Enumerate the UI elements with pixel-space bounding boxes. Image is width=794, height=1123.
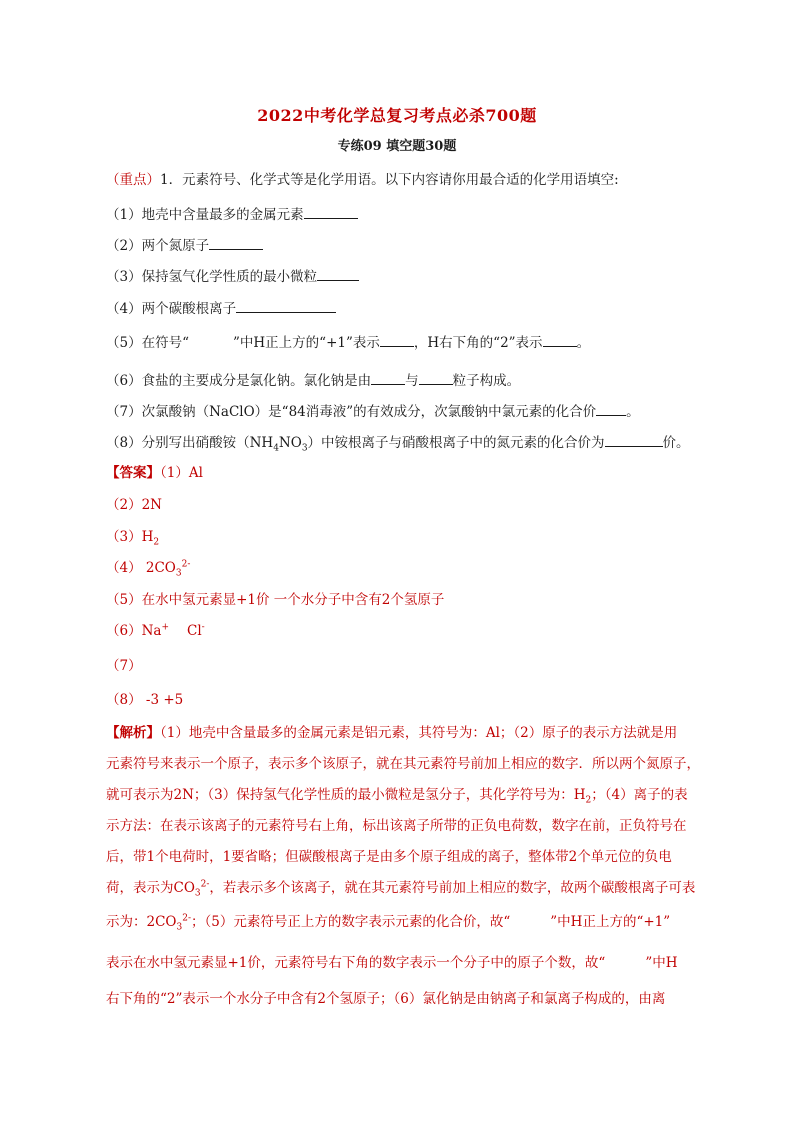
question-item-6: （6）食盐的主要成分是氯化钠。氯化钠是由 与 粒子构成。 (106, 370, 520, 390)
answer-blank (419, 370, 453, 385)
analysis-line-8: 表示在水中氢元素显+1价，元素符号右下角的数字表示一个分子中的原子个数，故“ ”中H (106, 955, 678, 971)
question-text: 1．元素符号、化学式等是化学用语。以下内容请你用最合适的化学用语填空: (160, 172, 619, 188)
answer-blank (380, 332, 414, 347)
answer-blank (317, 266, 359, 281)
question-item-3: （3）保持氢气化学性质的最小微粒 (106, 266, 359, 286)
analysis-line-2: 元素符号来表示一个原子，表示多个该原子，就在其元素符号前加上相应的数字．所以两个氮原子， (106, 756, 700, 772)
page-subtitle: 专练09 填空题30题 (337, 139, 457, 154)
question-stem (106, 171, 619, 189)
question-item-8: （8）分别写出硝酸铵$(NH_4NO_3)$中铵根离子与硝酸根离子中的氮元素的化合价为 价。 (106, 432, 690, 452)
analysis-line-5: 后，带1个电荷时，1要省略；但碳酸根离子是由多个原子组成的离子，整体带2个单元位的负电 (106, 849, 672, 865)
answer-blank (236, 298, 336, 313)
analysis-line-3: 就可表示为2N；（3）保持氢气化学性质的最小微粒是氢分子，其化学符号为：$H_2$；（4）离子的表 (106, 787, 688, 806)
page-title: 2022中考化学总复习考点必杀700题 (257, 106, 537, 125)
question-item-4: （4）两个碳酸根离子 (106, 298, 336, 318)
answer-item-2: （2）2N (106, 497, 162, 513)
question-item-1: （1）地壳中含量最多的金属元素 (106, 204, 358, 224)
answer-blank (605, 432, 663, 447)
answer-blank (304, 204, 358, 219)
question-item-2: （2）两个氮原子 (106, 235, 263, 255)
analysis-line-7: 示为：$2CO_3^{2-}$；（5）元素符号正上方的数字表示元素的化合价，故“ ”中H正上方的“+1” (106, 913, 671, 933)
analysis-label: 【解析】 (106, 725, 160, 741)
answer-label: 【答案】 (106, 465, 160, 481)
answer-item-1: 【答案】（1）Al (106, 465, 203, 481)
answer-item-6: （6）Na+ Cl- (106, 622, 205, 639)
question-item-7: （7）次氯酸钠（NaClO）是“84消毒液”的有效成分，次氯酸钠中氯元素的化合价 。 (106, 401, 640, 421)
answer-blank (371, 370, 405, 385)
question-tag: （重点） (106, 172, 160, 188)
answer-item-4: （4） $2CO_3^{2-}$ (106, 559, 191, 579)
analysis-line-4: 示方法：在表示该离子的元素符号右上角，标出该离子所带的正负电荷数，数字在前，正负符号在 (106, 818, 687, 834)
analysis-line-6: 荷，表示为$CO_3^{2-}$，若表示多个该离子，就在其元素符号前加上相应的数字，故两个碳酸根离子可表 (106, 879, 696, 899)
answer-blank (543, 332, 577, 347)
answer-item-8: （8） -3 +5 (106, 692, 184, 708)
answer-blank (209, 235, 263, 250)
question-item-5: （5）在符号“ ”中H正上方的“+1”表示 ，H右下角的“2”表示 。 (106, 332, 590, 352)
answer-item-5: （5）在水中氢元素显+1价 一个水分子中含有2个氢原子 (106, 592, 445, 608)
answer-item-3: $(3)H_2$ (106, 529, 160, 548)
answer-item-7: （7） (106, 658, 142, 674)
analysis-line-9: 右下角的“2”表示一个水分子中含有2个氢原子；（6）氯化钠是由钠离子和氯离子构成的，由离 (106, 991, 666, 1007)
analysis-line-1: 【解析】（1）地壳中含量最多的金属元素是铝元素，其符号为：Al；（2）原子的表示方法就是用 (106, 725, 678, 741)
answer-blank (596, 401, 626, 416)
